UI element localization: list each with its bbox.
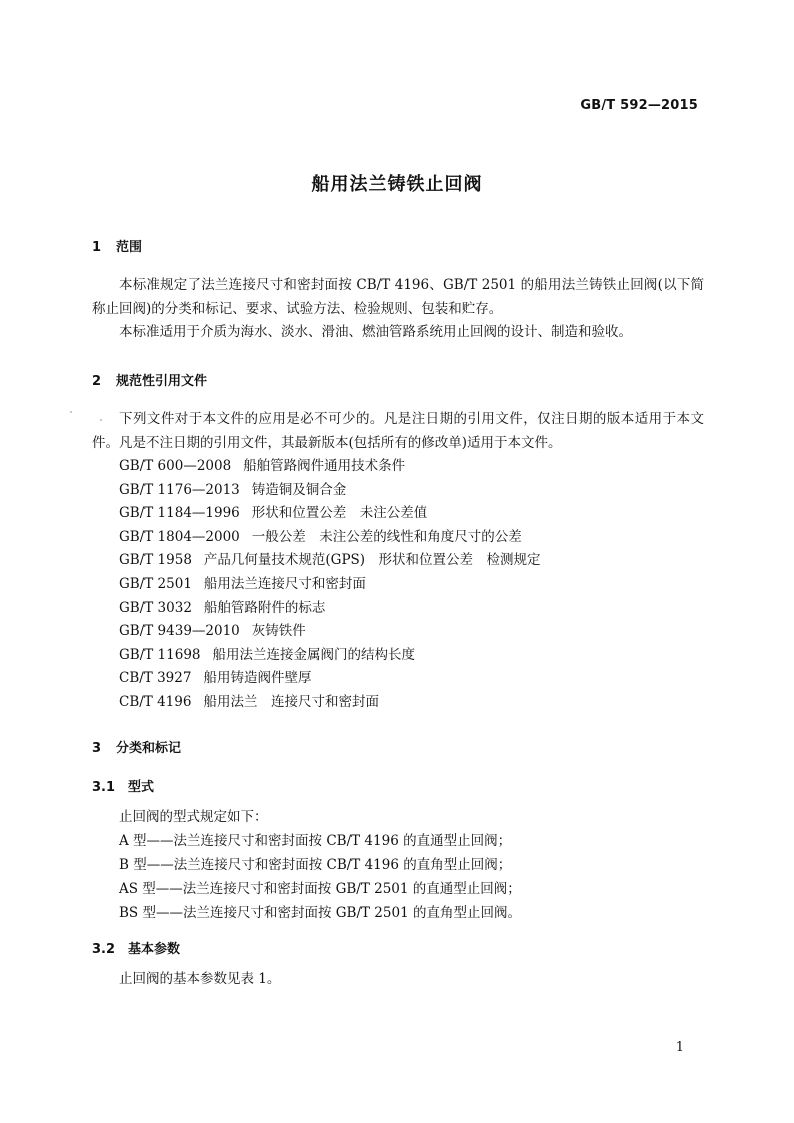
reference-item	[119, 644, 541, 668]
reference-code: GB/T 1804—2000	[119, 528, 240, 545]
page-number: 1	[675, 1040, 684, 1055]
reference-item	[119, 549, 541, 573]
section-number: 1	[92, 240, 102, 255]
section-title: 范围	[116, 240, 143, 255]
reference-title: 船用铸造阀件壁厚	[203, 670, 312, 687]
type-b-line: B 型——法兰连接尺寸和密封面按 CB/T 4196 的直角型止回阀；	[119, 857, 512, 873]
section-title: 规范性引用文件	[116, 374, 208, 389]
section-title: 基本参数	[128, 942, 181, 957]
reference-item	[119, 573, 541, 597]
reference-title: 船用法兰 连接尺寸和密封面	[203, 693, 379, 710]
reference-code: GB/T 3032	[119, 599, 192, 616]
section-1-heading	[92, 236, 142, 255]
scope-paragraph-1: 本标准规定了法兰连接尺寸和密封面按 CB/T 4196、GB/T 2501 的船用法兰铸铁止回阀(以下简称止回阀)的分类和标记、要求、试验方法、检验规则、包装和贮存。	[92, 277, 704, 317]
section-3-1-heading	[92, 776, 154, 795]
section-number: 2	[92, 374, 102, 389]
section-3-heading	[92, 737, 181, 756]
reference-code: GB/T 1958	[119, 552, 192, 569]
standard-code: GB/T 592—2015	[580, 98, 698, 113]
reference-list	[119, 455, 541, 715]
reference-title: 一般公差 未注公差的线性和角度尺寸的公差	[251, 528, 522, 545]
document-title: 船用法兰铸铁止回阀	[311, 174, 483, 195]
reference-code: GB/T 1184—1996	[119, 505, 240, 522]
reference-item	[119, 597, 541, 621]
reference-item	[119, 526, 541, 550]
reference-title: 船舶管路附件的标志	[203, 599, 326, 616]
references-intro: 下列文件对于本文件的应用是必不可少的。凡是注日期的引用文件，仅注日期的版本适用于本文件。凡是不注日期的引用文件，其最新版本(包括所有的修改单)适用于本文件。	[92, 411, 704, 451]
basic-parameters-line: 止回阀的基本参数见表 1。	[119, 971, 281, 987]
reference-code: GB/T 1176—2013	[119, 481, 240, 498]
reference-code: CB/T 3927	[119, 670, 192, 687]
reference-title: 船用法兰连接尺寸和密封面	[203, 575, 366, 592]
scope-paragraph-2: 本标准适用于介质为海水、淡水、滑油、燃油管路系统用止回阀的设计、制造和验收。	[119, 324, 632, 340]
section-number: 3.1	[92, 780, 116, 795]
reference-title: 形状和位置公差 未注公差值	[251, 505, 428, 522]
type-bs-line: BS 型——法兰连接尺寸和密封面按 GB/T 2501 的直角型止回阀。	[119, 905, 521, 921]
reference-title: 船舶管路阀件通用技术条件	[243, 458, 406, 474]
section-2-heading	[92, 370, 207, 389]
reference-title: 船用法兰连接金属阀门的结构长度	[212, 646, 415, 663]
reference-code: GB/T 11698	[119, 646, 201, 663]
scan-speck	[70, 411, 72, 413]
type-a-line: A 型——法兰连接尺寸和密封面按 CB/T 4196 的直通型止回阀；	[119, 833, 512, 849]
section-title: 型式	[128, 780, 155, 795]
section-title: 分类和标记	[116, 741, 182, 756]
section-number: 3.2	[92, 942, 116, 957]
reference-code: GB/T 2501	[119, 575, 192, 592]
type-intro-line: 止回阀的型式规定如下：	[119, 809, 268, 825]
reference-item	[119, 479, 541, 503]
reference-item	[119, 620, 541, 644]
scan-speck	[100, 419, 102, 421]
reference-item	[119, 691, 541, 715]
reference-code: GB/T 600—2008	[119, 458, 232, 474]
reference-code: CB/T 4196	[119, 693, 192, 710]
type-as-line: AS 型——法兰连接尺寸和密封面按 GB/T 2501 的直通型止回阀；	[119, 881, 521, 897]
reference-item	[119, 502, 541, 526]
reference-title: 灰铸铁件	[251, 623, 306, 640]
reference-title: 产品几何量技术规范(GPS) 形状和位置公差 检测规定	[203, 552, 541, 569]
section-number: 3	[92, 741, 102, 756]
reference-title: 铸造铜及铜合金	[251, 481, 347, 498]
section-3-2-heading	[92, 938, 180, 957]
reference-code: GB/T 9439—2010	[119, 623, 240, 640]
reference-item	[119, 667, 541, 691]
reference-item	[119, 455, 541, 479]
